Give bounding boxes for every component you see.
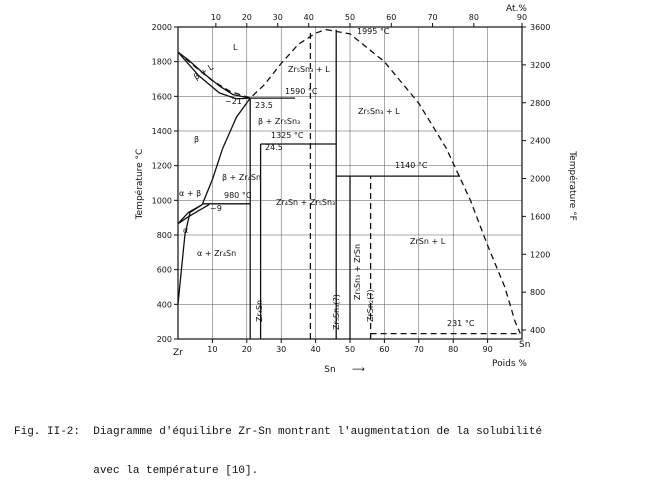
label-235: 23.5 <box>255 101 273 110</box>
label-alpha-zr4sn: α + Zr₄Sn <box>197 249 237 258</box>
label-alpha: α <box>183 226 189 235</box>
top-tick-label: 90 <box>516 13 528 22</box>
label-l: L <box>233 43 238 52</box>
y-tick-label: 1800 <box>151 57 172 67</box>
y-tick-label: 400 <box>156 300 172 310</box>
label-231: 231 °C <box>447 319 475 328</box>
y2-tick-label: 3600 <box>530 23 551 32</box>
label-zr5sn3-zrsn: Zr₅Sn₃ + ZrSn <box>353 243 362 300</box>
y-tick-label: 600 <box>156 265 172 275</box>
y-tick-label: 1600 <box>151 92 172 102</box>
x-tick-label: 60 <box>379 345 390 354</box>
top-tick-label: 40 <box>303 13 314 22</box>
label-zrsn-l: ZrSn + L <box>410 237 446 246</box>
y2-tick-label: 400 <box>530 326 546 335</box>
phase-boundaries <box>178 30 520 339</box>
top-tick-label: 70 <box>427 13 438 22</box>
curve-alpha-beta-lower <box>178 205 209 224</box>
label-1590: 1590 °C <box>285 87 318 96</box>
x-tick-label: 80 <box>448 345 459 354</box>
y-axis-right-title: Température °F <box>567 151 577 221</box>
x-tick-label: 70 <box>413 345 424 354</box>
y2-tick-label: 1200 <box>530 250 551 260</box>
y2-tick-label: 800 <box>530 288 546 298</box>
label-beta-zr4sn: β + Zr₄Sn <box>222 173 262 182</box>
label-zrsn2-q: ZrSn₂(?) <box>366 289 375 322</box>
top-tick-label: 30 <box>272 13 283 22</box>
label-approx21: ~21 <box>225 97 242 106</box>
x-axis-end-sn: Sn <box>519 340 531 350</box>
caption-line-2: avec la température [10]. <box>14 465 259 477</box>
label-beta: β <box>194 135 200 144</box>
y-tick-label: 2000 <box>151 23 172 32</box>
label-1995: 1995 °C <box>357 27 390 36</box>
x-axis-title: Sn <box>324 365 336 375</box>
top-tick-label: 50 <box>344 13 356 22</box>
y-tick-label: 200 <box>156 335 172 344</box>
label-approx9: ~9 <box>210 204 222 213</box>
y2-tick-label: 2000 <box>530 174 551 184</box>
curve-beta-solvus <box>178 52 250 98</box>
y-tick-label: 1200 <box>151 161 172 171</box>
label-245: 24.5 <box>265 143 283 152</box>
x-tick-label: 20 <box>241 345 252 354</box>
y2-tick-label: 3200 <box>530 60 551 70</box>
x-axis-unit: Poids % <box>492 359 527 369</box>
label-zr4sn: Zr₄Sn <box>255 299 264 322</box>
x-tick-label: 90 <box>482 345 493 354</box>
x-tick-label: 50 <box>344 345 356 354</box>
x-tick-label: 10 <box>207 345 218 354</box>
x-tick-label: 30 <box>276 345 287 354</box>
label-1140: 1140 °C <box>395 161 428 170</box>
label-980: 980 °C <box>224 191 252 200</box>
top-tick-label: 10 <box>210 13 221 22</box>
y-tick-label: 1400 <box>151 127 172 136</box>
top-axis-unit: At.% <box>506 4 527 14</box>
label-zr4sn-zr5sn3: Zr₄Sn + Zr₅Sn₃ <box>276 198 336 207</box>
label-zr5sn3-l-2: Zr₅Sn₃ + L <box>358 107 400 116</box>
label-alpha-beta: α + β <box>179 189 202 198</box>
top-tick-label: 20 <box>241 13 252 22</box>
label-beta-plus-l: β + L <box>192 62 216 82</box>
figure-caption <box>14 400 654 491</box>
caption-line-1: Fig. II-2: Diagramme d'équilibre Zr-Sn montrant l'augmentation de la solubilité <box>14 426 543 438</box>
label-1325: 1325 °C <box>271 131 304 140</box>
x-axis-end-zr: Zr <box>173 348 183 358</box>
top-tick-label: 80 <box>468 13 479 22</box>
x-tick-label: 40 <box>310 345 321 354</box>
y-tick-label: 800 <box>156 231 172 240</box>
y-axis-left-title: Température °C <box>135 148 145 220</box>
y2-tick-label: 1600 <box>530 212 551 222</box>
x-axis-arrow-icon: ⟶ <box>352 365 365 375</box>
label-zr5sn3-q: Zr₅Sn₃(?) <box>332 294 341 330</box>
curve-beta-field-boundary <box>178 52 250 99</box>
curve-beta-solubility-limit <box>202 98 250 205</box>
y-tick-label: 1000 <box>151 196 172 206</box>
y2-tick-label: 2800 <box>530 98 551 108</box>
top-tick-label: 60 <box>386 13 397 22</box>
label-beta-zr5sn3: β + Zr₅Sn₃ <box>258 117 301 126</box>
y2-tick-label: 2400 <box>530 136 551 146</box>
label-zr5sn3-l: Zr₅Sn₃ + L <box>288 65 330 74</box>
